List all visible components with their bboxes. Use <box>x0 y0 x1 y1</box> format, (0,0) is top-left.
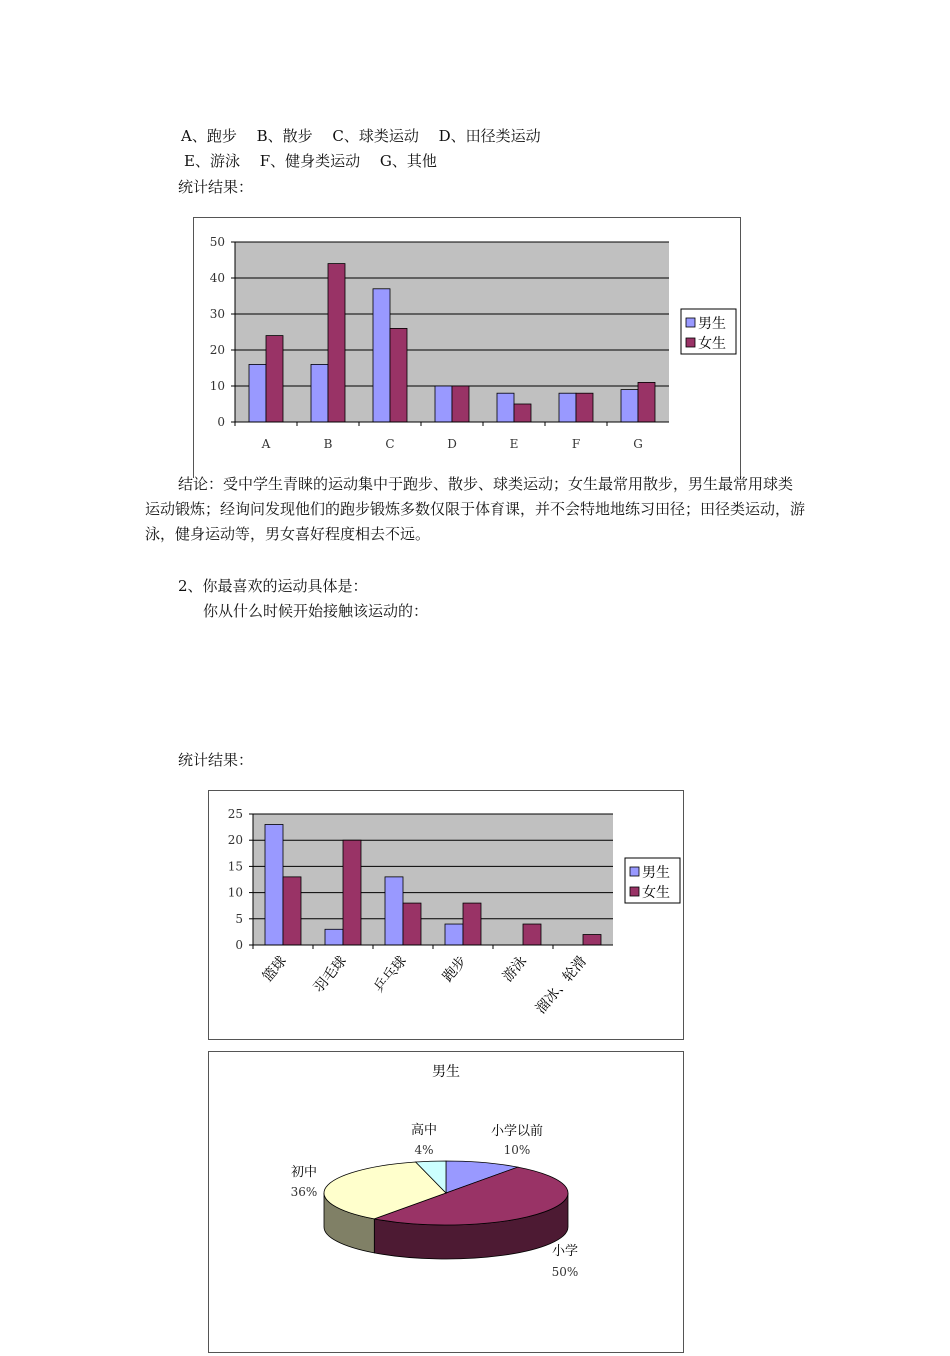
pie-label: 初中 <box>290 1165 318 1180</box>
x-tick-label: 篮球 <box>259 953 291 986</box>
options-line-1: A、跑步 B、散步 C、球类运动 D、田径类运动 <box>181 127 541 145</box>
legend-label: 女生 <box>698 336 726 352</box>
bar <box>435 386 452 422</box>
chart-1-frame <box>193 217 741 478</box>
x-tick-label: F <box>571 437 581 451</box>
x-tick-label: 羽毛球 <box>310 953 351 996</box>
pie-label: 小学以前 <box>490 1124 544 1139</box>
legend-swatch <box>686 338 695 347</box>
legend-swatch <box>630 887 639 896</box>
bar <box>452 386 469 422</box>
bar <box>403 903 421 945</box>
chart-3-frame <box>208 1051 684 1353</box>
x-tick-label: 跑步 <box>439 953 471 986</box>
chart-3-pie <box>209 1052 683 1352</box>
x-tick-label: A <box>261 437 271 451</box>
bar <box>265 824 283 945</box>
y-tick-label: 0 <box>235 938 243 952</box>
x-tick-label: 游泳 <box>499 953 531 986</box>
bar <box>523 924 541 945</box>
x-tick-label: C <box>385 437 395 451</box>
bar <box>390 328 407 422</box>
chart-2 <box>209 791 683 1039</box>
x-tick-label: D <box>447 437 457 451</box>
options-line-2: E、游泳 F、健身类运动 G、其他 <box>184 152 437 170</box>
y-tick-label: 30 <box>209 307 225 321</box>
y-tick-label: 20 <box>209 343 225 357</box>
pie-pct: 10% <box>503 1143 531 1157</box>
chart-1 <box>194 218 740 478</box>
bar <box>373 289 390 422</box>
legend-label: 女生 <box>642 885 670 901</box>
x-tick-label: 溜冰、轮滑 <box>532 953 591 1018</box>
bar <box>559 393 576 422</box>
pie-title: 男生 <box>432 1064 460 1080</box>
bar <box>328 264 345 422</box>
pie-pct: 50% <box>551 1265 579 1279</box>
legend-swatch <box>630 867 639 876</box>
bar <box>343 840 361 945</box>
bar <box>638 382 655 422</box>
x-tick-label: B <box>323 437 333 451</box>
pie-pct: 36% <box>290 1185 318 1199</box>
legend-label: 男生 <box>698 316 726 332</box>
y-tick-label: 10 <box>227 885 243 900</box>
legend-swatch <box>686 318 695 327</box>
bar <box>497 393 514 422</box>
bar <box>445 924 463 945</box>
bar <box>249 364 266 422</box>
pie-pct: 4% <box>414 1143 434 1157</box>
conclusion-text: 结论：受中学生青睐的运动集中于跑步、散步、球类运动；女生最常用散步，男生最常用球类运动锻炼；经询问发现他们的跑步锻炼多数仅限于体育课，并不会特地地练习田径；田径类运动，游泳，健身运动等，男女喜好程度相去不远。 <box>145 475 806 543</box>
question-2-sub: 你从什么时候开始接触该运动的： <box>203 602 429 620</box>
stats-label-2: 统计结果： <box>178 751 254 769</box>
y-tick-label: 15 <box>227 859 243 874</box>
question-2: 2、你最喜欢的运动具体是： <box>178 577 368 595</box>
plot-area <box>253 814 613 945</box>
chart-2-frame <box>208 790 684 1040</box>
bar <box>621 390 638 422</box>
bar <box>514 404 531 422</box>
bar <box>576 393 593 422</box>
pie-label: 高中 <box>410 1123 438 1138</box>
bar <box>583 935 601 945</box>
bar <box>463 903 481 945</box>
bar <box>325 929 343 945</box>
x-tick-label: E <box>509 437 519 451</box>
y-tick-label: 25 <box>227 807 243 821</box>
bar <box>311 364 328 422</box>
y-tick-label: 50 <box>209 235 225 249</box>
y-tick-label: 20 <box>227 833 243 848</box>
y-tick-label: 5 <box>235 911 243 926</box>
bar <box>283 877 301 945</box>
y-tick-label: 0 <box>217 415 225 429</box>
legend-label: 男生 <box>642 865 670 881</box>
x-tick-label: 乒乓球 <box>370 953 411 996</box>
bar <box>385 877 403 945</box>
bar <box>266 336 283 422</box>
y-tick-label: 40 <box>209 271 225 285</box>
y-tick-label: 10 <box>209 379 225 393</box>
stats-label-1: 统计结果： <box>178 178 254 196</box>
x-tick-label: G <box>633 437 643 451</box>
pie-label: 小学 <box>551 1244 579 1259</box>
